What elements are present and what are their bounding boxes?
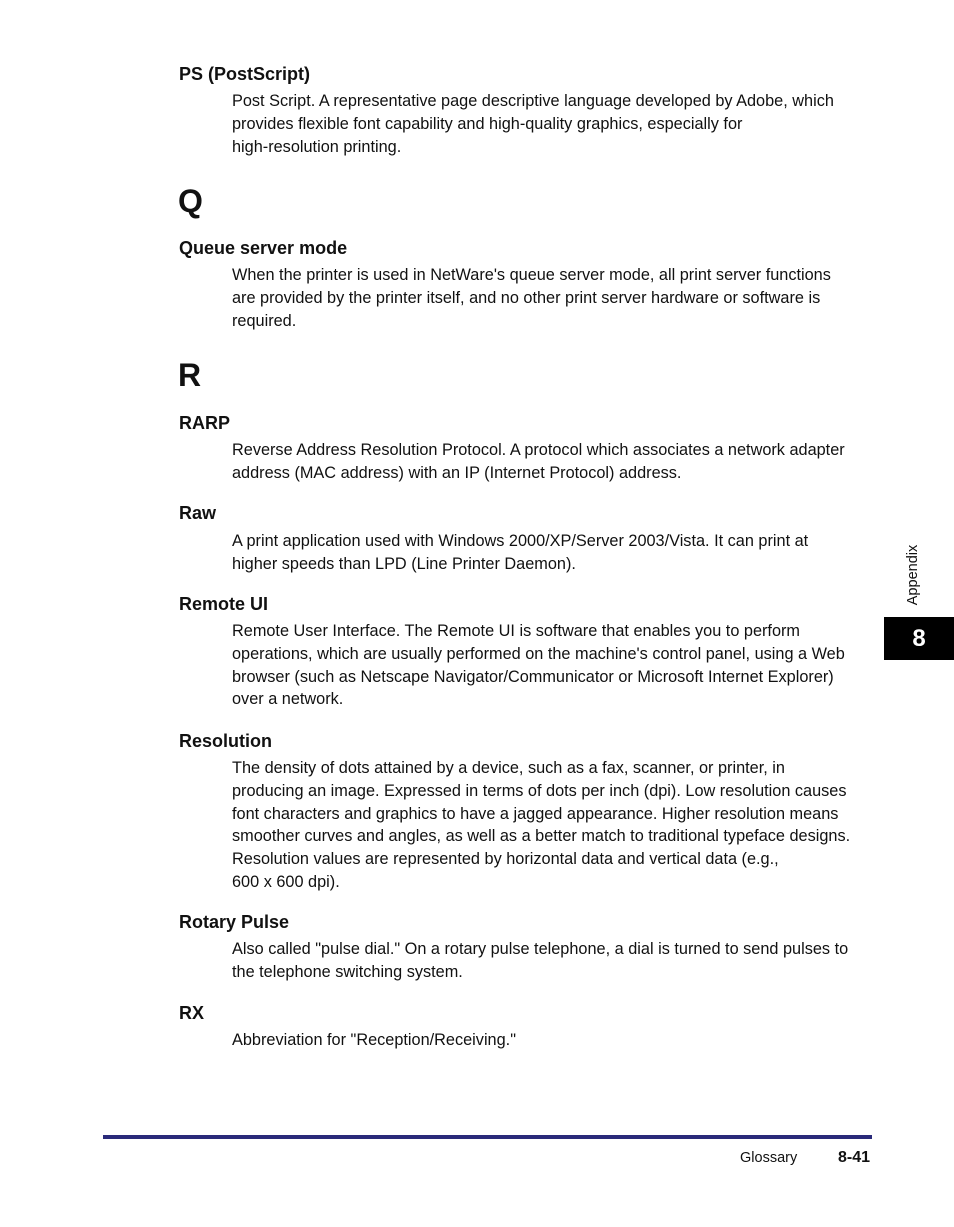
term-raw: Raw bbox=[179, 503, 217, 523]
definition-line: operations, which are usually performed on the machine's control panel, using a Web bbox=[232, 644, 845, 663]
definition-ps-postscript bbox=[232, 90, 880, 158]
chapter-tab-label: Appendix bbox=[905, 544, 921, 606]
section-letter-r: R bbox=[178, 357, 202, 393]
footer-section-title: Glossary bbox=[740, 1150, 798, 1166]
definition-line: Post Script. A representative page descriptive language developed by Adobe, which bbox=[232, 92, 834, 110]
term-rotary-pulse: Rotary Pulse bbox=[179, 912, 290, 932]
definition-line: over a network. bbox=[232, 690, 344, 709]
definition-resolution bbox=[232, 757, 880, 894]
definition-rarp bbox=[232, 439, 880, 485]
definition-line: 600 x 600 dpi). bbox=[232, 872, 340, 891]
definition-line: The density of dots attained by a device, such as a fax, scanner, or printer, in bbox=[232, 759, 785, 777]
definition-remote-ui bbox=[232, 620, 880, 711]
definition-rx bbox=[232, 1029, 880, 1052]
term-rx: RX bbox=[179, 1003, 205, 1023]
term-ps-postscript: PS (PostScript) bbox=[179, 64, 311, 84]
definition-line: When the printer is used in NetWare's queue server mode, all print server functions bbox=[232, 266, 831, 284]
term-queue-server-mode: Queue server mode bbox=[179, 238, 348, 258]
definition-raw bbox=[232, 530, 880, 576]
definition-line: A print application used with Windows 2000/XP/Server 2003/Vista. It can print at bbox=[232, 532, 809, 550]
page-number: 8-41 bbox=[838, 1149, 871, 1166]
definition-line: are provided by the printer itself, and no other print server hardware or software is bbox=[232, 288, 821, 307]
definition-line: high-resolution printing. bbox=[232, 137, 402, 156]
definition-line: browser (such as Netscape Navigator/Communicator or Microsoft Internet Explorer) bbox=[232, 667, 834, 686]
chapter-tab-number: 8 bbox=[884, 617, 954, 660]
definition-line: provides flexible font capability and high-quality graphics, especially for bbox=[232, 114, 743, 133]
definition-line: Resolution values are represented by horizontal data and vertical data (e.g., bbox=[232, 850, 779, 869]
term-resolution: Resolution bbox=[179, 731, 272, 751]
term-remote-ui: Remote UI bbox=[179, 594, 269, 614]
definition-line: higher speeds than LPD (Line Printer Daemon). bbox=[232, 554, 576, 573]
definition-line: Also called "pulse dial." On a rotary pulse telephone, a dial is turned to send pulses to bbox=[232, 940, 849, 958]
definition-rotary-pulse bbox=[232, 938, 880, 984]
footer-rule bbox=[103, 1135, 872, 1139]
definition-line: required. bbox=[232, 311, 297, 330]
definition-line: the telephone switching system. bbox=[232, 962, 463, 981]
definition-queue-server-mode bbox=[232, 264, 880, 332]
definition-line: Abbreviation for "Reception/Receiving." bbox=[232, 1031, 516, 1049]
definition-line: address (MAC address) with an IP (Internet Protocol) address. bbox=[232, 463, 682, 482]
definition-line: producing an image. Expressed in terms of dots per inch (dpi). Low resolution causes bbox=[232, 781, 847, 800]
definition-line: Reverse Address Resolution Protocol. A protocol which associates a network adapter bbox=[232, 441, 845, 459]
definition-line: Remote User Interface. The Remote UI is software that enables you to perform bbox=[232, 622, 800, 640]
definition-line: smoother curves and angles, as well as a better match to traditional typeface designs. bbox=[232, 827, 851, 846]
section-letter-q: Q bbox=[178, 183, 203, 219]
definition-line: font characters and graphics to have a jagged appearance. Higher resolution means bbox=[232, 804, 839, 823]
term-rarp: RARP bbox=[179, 413, 231, 433]
